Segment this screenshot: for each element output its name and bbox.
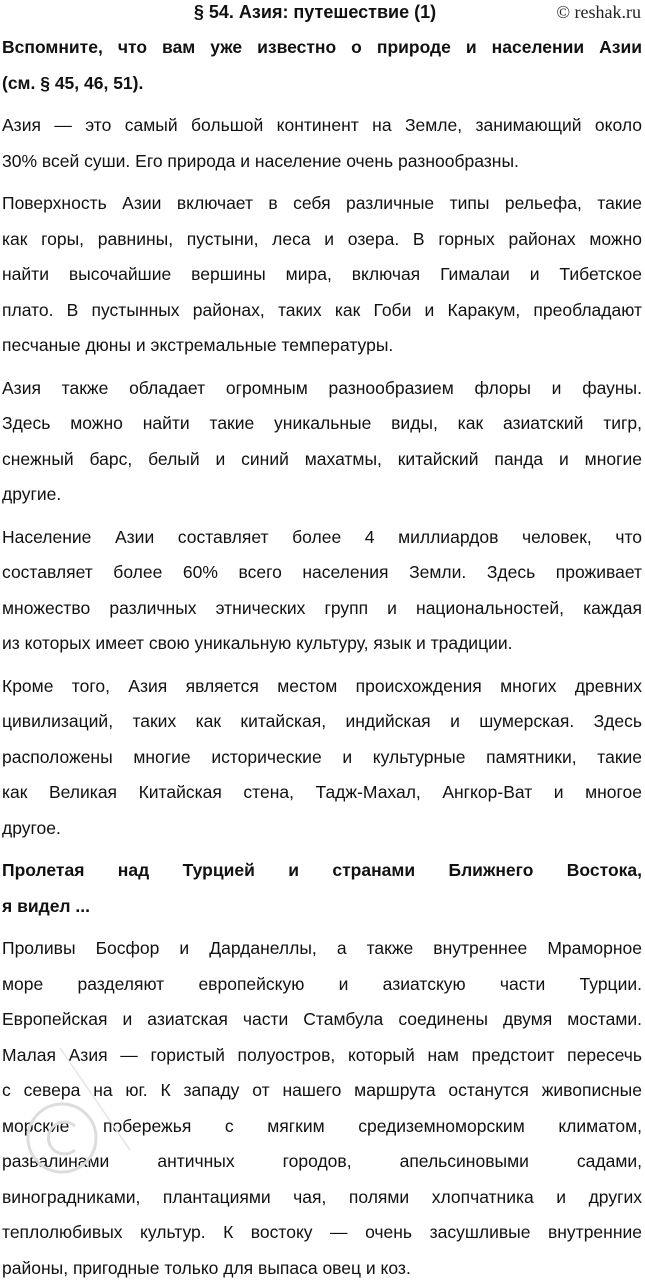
section-heading [0, 30, 645, 101]
text-line: Пролетая над Турцией и странами Ближнего Востока, [2, 853, 642, 889]
document-body [0, 30, 645, 1286]
paragraph [0, 520, 645, 662]
text-line: теплолюбивых культур. К востоку — очень засушливые внутренние [2, 1215, 642, 1251]
section-heading [0, 853, 645, 924]
paragraph [0, 186, 645, 364]
text-line: как горы, равнины, пустыни, леса и озера. В горных районах можно [2, 222, 642, 258]
text-line: как Великая Китайская стена, Тадж-Махал, Ангкор-Ват и многое [2, 775, 642, 811]
text-line: составляет более 60% всего населения Земли. Здесь проживает [2, 555, 642, 591]
text-line: Поверхность Азии включает в себя различные типы рельефа, такие [2, 186, 642, 222]
paragraph [0, 108, 645, 179]
text-line: цивилизаций, таких как китайская, индийская и шумерская. Здесь [2, 704, 642, 740]
text-line: плато. В пустынных районах, таких как Гоби и Каракум, преобладают [2, 293, 642, 329]
text-line: Вспомните, что вам уже известно о природе и населении Азии [2, 30, 642, 66]
copyright-label: © reshak.ru [556, 2, 641, 23]
paragraph [0, 371, 645, 513]
text-line: снежный барс, белый и синий махатмы, китайский панда и многие [2, 442, 642, 478]
text-line: районы, пригодные только для выпаса овец и коз. [2, 1251, 642, 1286]
page-header [0, 0, 645, 30]
text-line: Кроме того, Азия является местом происхождения многих древних [2, 669, 642, 705]
text-line: песчаные дюны и экстремальные температуры. [2, 328, 642, 364]
text-line: расположены многие исторические и культурные памятники, такие [2, 740, 642, 776]
text-line: виноградниками, плантациями чая, полями хлопчатника и других [2, 1180, 642, 1216]
text-line: Азия также обладает огромным разнообразием флоры и фауны. [2, 371, 642, 407]
paragraph [0, 931, 645, 1286]
text-line: Население Азии составляет более 4 миллиардов человек, что [2, 520, 642, 556]
text-line: Азия — это самый большой континент на Земле, занимающий около [2, 108, 642, 144]
section-title: § 54. Азия: путешествие (1) [150, 2, 480, 23]
text-line: развалинами античных городов, апельсиновыми садами, [2, 1144, 642, 1180]
text-line: Здесь можно найти такие уникальные виды, как азиатский тигр, [2, 406, 642, 442]
text-line: 30% всей суши. Его природа и население очень разнообразны. [2, 144, 642, 180]
text-line: Европейская и азиатская части Стамбула соединены двумя мостами. [2, 1002, 642, 1038]
text-line: множество различных этнических групп и национальностей, каждая [2, 591, 642, 627]
text-line: Малая Азия — гористый полуостров, который нам предстоит пересечь [2, 1038, 642, 1074]
text-line: Проливы Босфор и Дарданеллы, а также внутреннее Мраморное [2, 931, 642, 967]
text-line: из которых имеет свою уникальную культуру, язык и традиции. [2, 626, 642, 662]
text-line: морские побережья с мягким средиземноморским климатом, [2, 1109, 642, 1145]
text-line: другие. [2, 477, 642, 513]
text-line: найти высочайшие вершины мира, включая Гималаи и Тибетское [2, 257, 642, 293]
text-line: с севера на юг. К западу от нашего маршрута останутся живописные [2, 1073, 642, 1109]
text-line: я видел ... [2, 889, 642, 925]
text-line: другое. [2, 811, 642, 847]
text-line: (см. § 45, 46, 51). [2, 66, 642, 102]
text-line: море разделяют европейскую и азиатскую части Турции. [2, 967, 642, 1003]
paragraph [0, 669, 645, 847]
